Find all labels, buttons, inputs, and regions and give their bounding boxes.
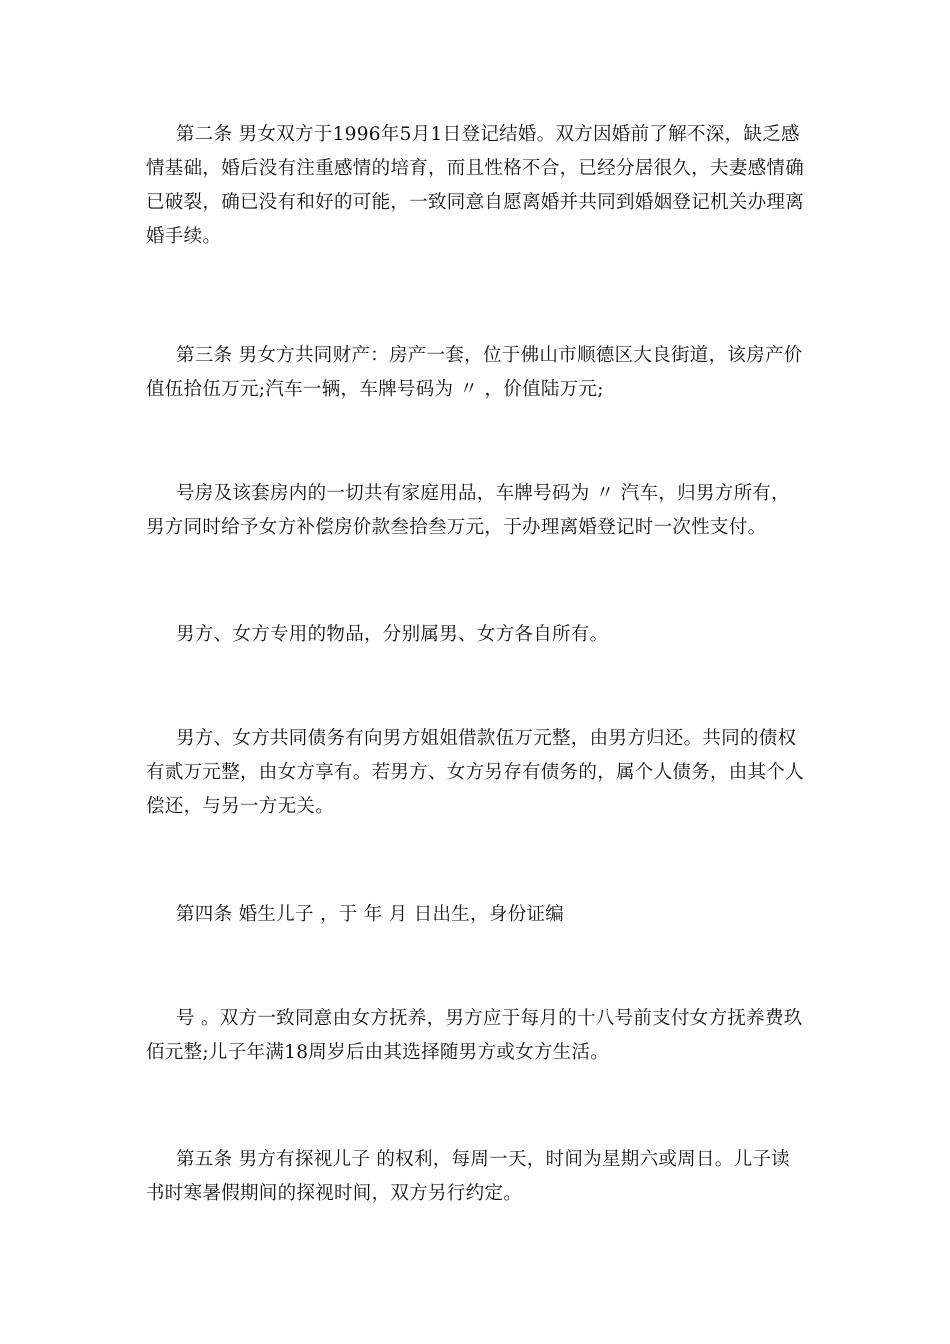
personal-items-paragraph: 男方、女方专用的物品，分别属男、女方各自所有。	[176, 624, 609, 645]
custody-paragraph: 号 。双方一致同意由女方抚养，男方应于每月的十八号前支付女方抚养费玖佰元整;儿子年满18周岁后由其选择随男方或女方生活。	[146, 1008, 803, 1063]
debts-paragraph: 男方、女方共同债务有向男方姐姐借款伍万元整，由男方归还。共同的债权有贰万元整，由女方享有。若男方、女方另存有债务的，属个人债务，由其个人偿还，与另一方无关。	[146, 728, 805, 817]
article-2-paragraph: 第二条 男女双方于1996年5月1日登记结婚。双方因婚前了解不深，缺乏感情基础，婚后没有注重感情的培育，而且性格不合，已经分居很久，夫妻感情确已破裂，确已没有和好的可能，一致同意自愿离婚并共同到婚姻登记机关办理离婚手续。	[146, 124, 805, 247]
property-assignment-paragraph: 号房及该套房内的一切共有家庭用品，车牌号码为 〃 汽车，归男方所有，男方同时给予女方补偿房价款叁拾叁万元，于办理离婚登记时一次性支付。	[146, 483, 790, 538]
article-4-paragraph: 第四条 婚生儿子 ，于 年 月 日出生，身份证编	[176, 904, 565, 925]
article-3-paragraph: 第三条 男女方共同财产：房产一套，位于佛山市顺德区大良街道，该房产价值伍拾伍万元;汽车一辆，车牌号码为 〃 ，价值陆万元;	[146, 345, 803, 400]
article-5-paragraph: 第五条 男方有探视儿子 的权利，每周一天，时间为星期六或周日。儿子读书时寒暑假期间的探视时间，双方另行约定。	[146, 1149, 790, 1204]
